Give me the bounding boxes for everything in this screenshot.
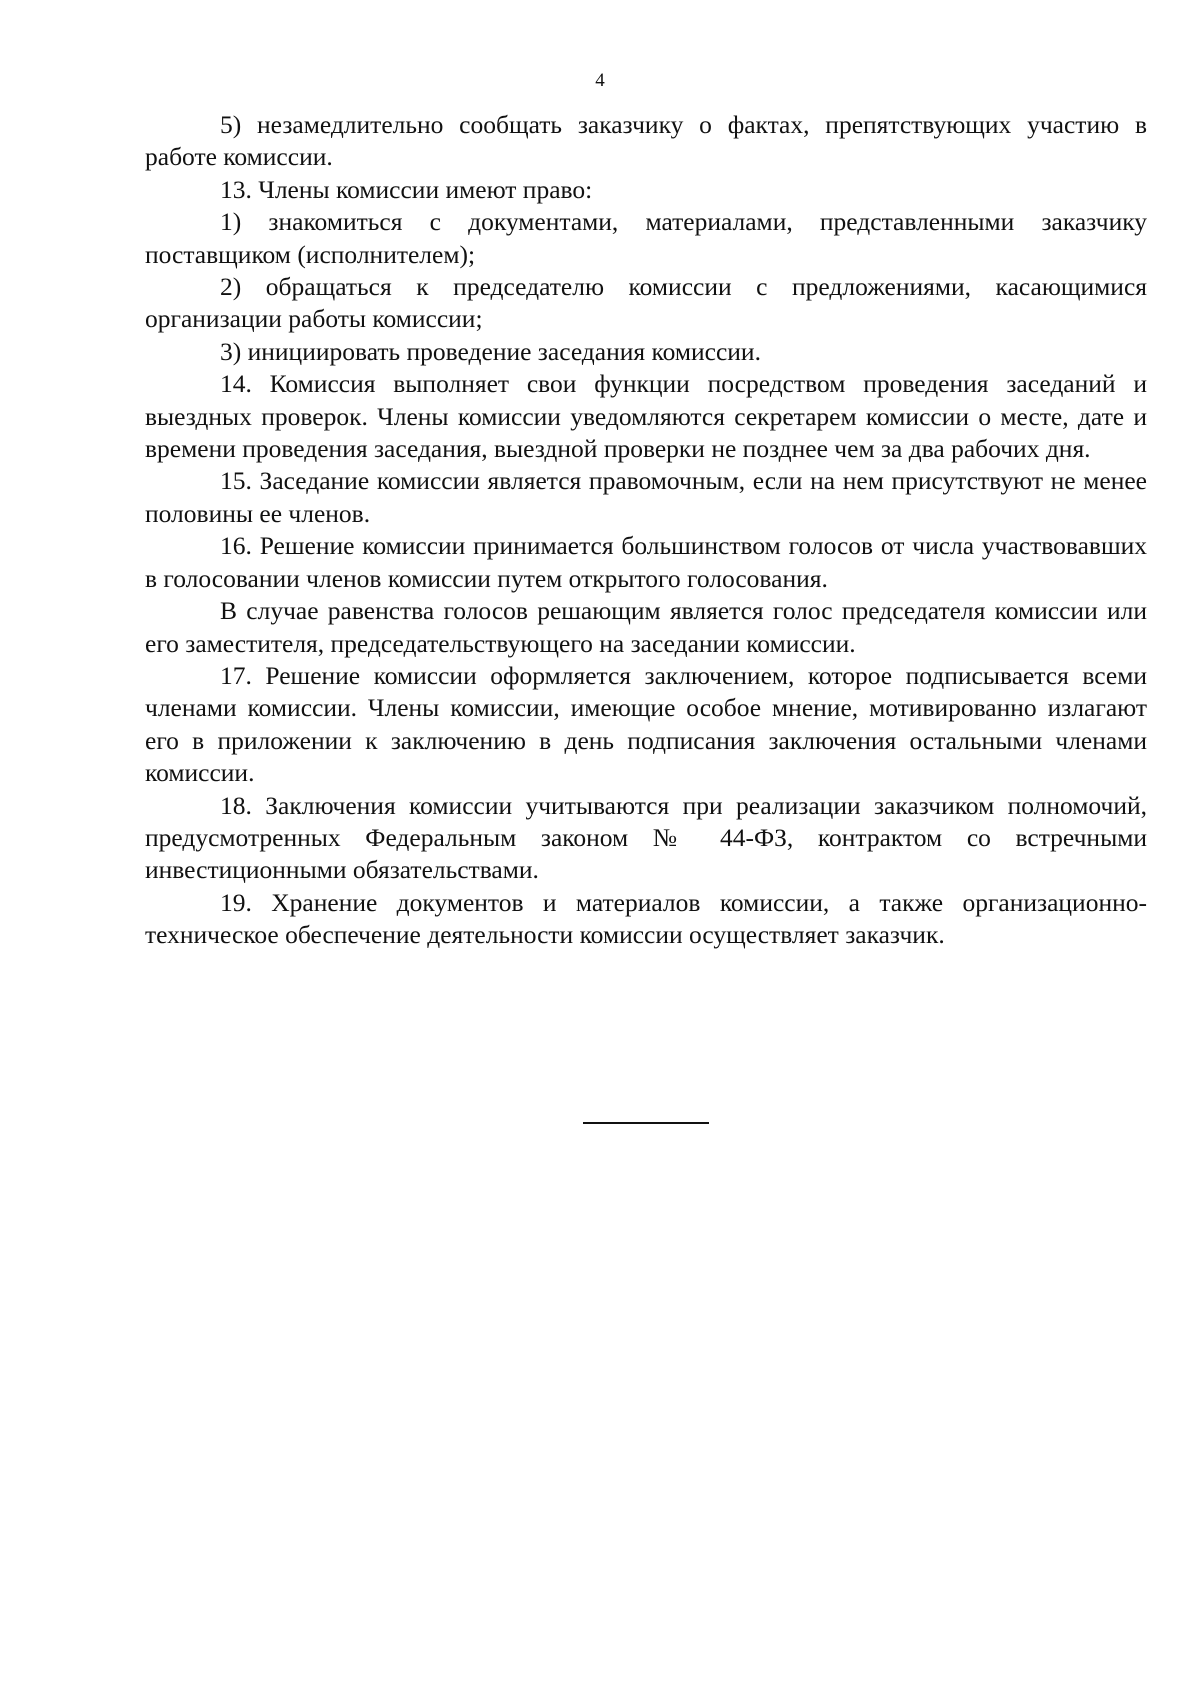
paragraph-17: 17. Решение комиссии оформляется заключением, которое подписывается всеми членами комиссии. Члены комиссии, имеющие особое мнение, мотивированно излагают его в приложении к заключению в день подписания заключения остальными членами комиссии. [145, 660, 1147, 788]
document-body [145, 109, 1147, 952]
paragraph-16: 16. Решение комиссии принимается большинством голосов от числа участвовавших в голосовании членов комиссии путем открытого голосования. [145, 531, 1147, 593]
paragraph-18: 18. Заключения комиссии учитываются при реализации заказчиком полномочий, предусмотренных Федеральным законом № 44-ФЗ, контрактом со встречными инвестиционными обязательствами. [145, 790, 1147, 885]
paragraph-19: 19. Хранение документов и материалов комиссии, а также организационно-техническое обеспечение деятельности комиссии осуществляет заказчик. [145, 887, 1147, 950]
end-of-document-line [583, 1122, 709, 1124]
paragraph-item-5: 5) незамедлительно сообщать заказчику о фактах, препятствующих участию в работе комиссии. [145, 110, 1147, 172]
paragraph-14: 14. Комиссия выполняет свои функции посредством проведения заседаний и выездных проверок. Члены комиссии уведомляются секретарем комиссии о месте, дате и времени проведения заседания, выездной проверки не позднее чем за два рабочих дня. [145, 369, 1147, 464]
paragraph-13: 13. Члены комиссии имеют право: [220, 174, 593, 204]
paragraph-13-item-2: 2) обращаться к председателю комиссии с предложениями, касающимися организации работы комиссии; [145, 272, 1147, 334]
page-number: 4 [595, 70, 605, 91]
paragraph-15: 15. Заседание комиссии является правомочным, если на нем присутствуют не менее половины ее членов. [145, 466, 1147, 528]
paragraph-13-item-3: 3) инициировать проведение заседания комиссии. [220, 336, 761, 366]
paragraph-16-continued: В случае равенства голосов решающим является голос председателя комиссии или его заместителя, председательствующего на заседании комиссии. [145, 596, 1147, 658]
paragraph-13-item-1: 1) знакомиться с документами, материалами, представленными заказчику поставщиком (исполнителем); [145, 207, 1147, 269]
